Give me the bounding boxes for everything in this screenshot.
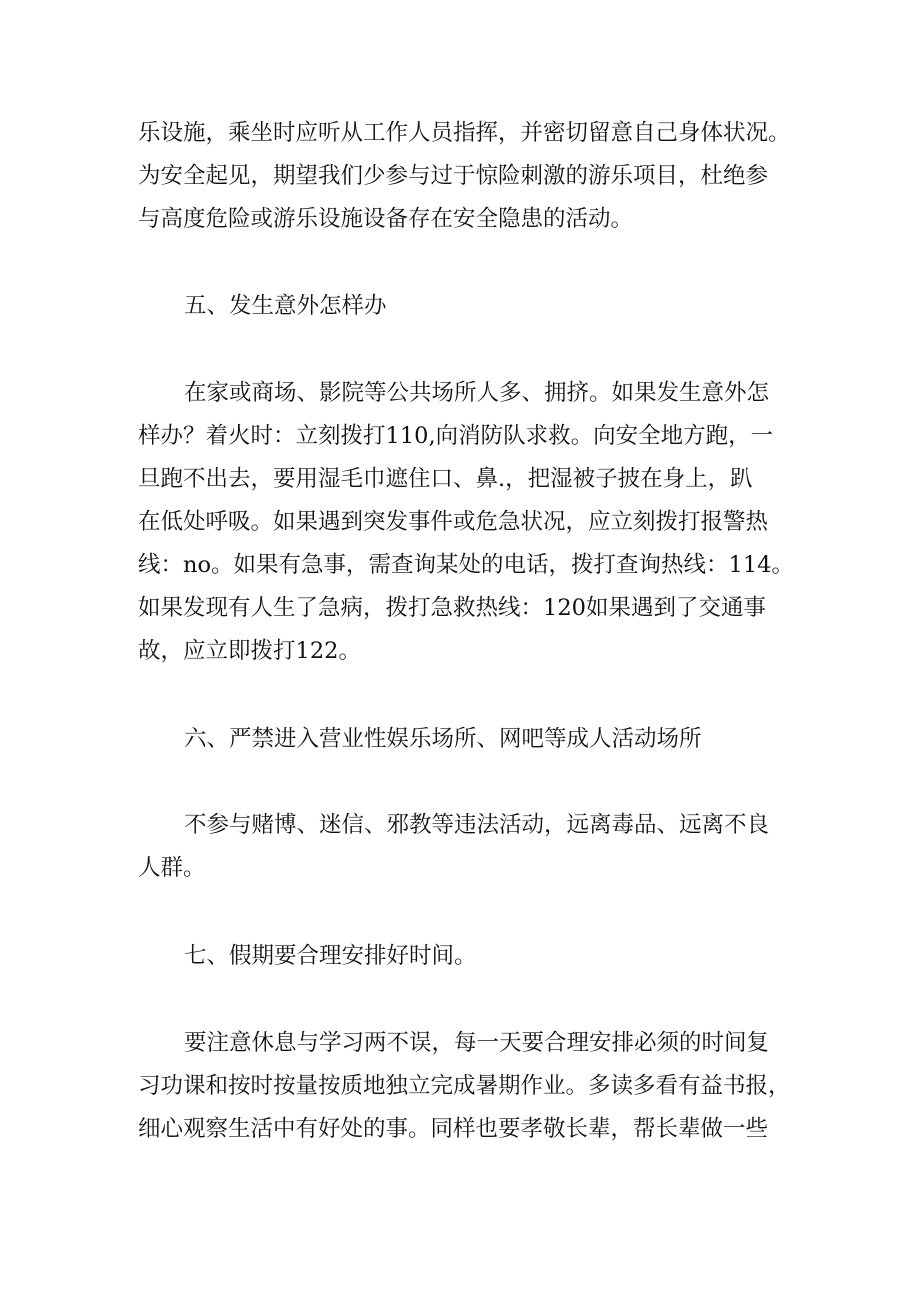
text-line: 细心观察生活中有好处的事。同样也要孝敬长辈，帮长辈做一些: [138, 1116, 769, 1142]
section-heading-6: [138, 718, 786, 761]
text-line: 习功课和按时按量按质地独立完成暑期作业。多读多看有益书报，: [138, 1073, 791, 1099]
text-line: 不参与赌博、迷信、邪教等违法活动，远离毒品、远离不良: [184, 812, 770, 838]
text-line: 为安全起见，期望我们少参与过于惊险刺激的游乐项目，杜绝参: [138, 163, 769, 189]
text-line: 在家或商场、影院等公共场所人多、拥挤。如果发生意外怎: [184, 380, 770, 406]
text-line: 与高度危险或游乐设施设备存在安全隐患的活动。: [138, 206, 634, 232]
text-line: 样办？着火时：立刻拨打110,向消防队求救。向安全地方跑，一: [138, 423, 774, 449]
text-line: 故，应立即拨打122。: [138, 638, 361, 664]
heading-text: 六、严禁进入营业性娱乐场所、网吧等成人活动场所: [184, 726, 702, 752]
text-line: 如果发现有人生了急病，拨打急救热线：120如果遇到了交通事: [138, 595, 766, 621]
text-line: 在低处呼吸。如果遇到突发事件或危急状况，应立刻拨打报警热: [138, 509, 769, 535]
text-line: 人群。: [138, 855, 206, 881]
heading-text: 七、假期要合理安排好时间。: [184, 943, 477, 969]
paragraph-safety-rides: [138, 112, 791, 241]
paragraph-illegal-activities: [138, 804, 786, 890]
heading-text: 五、发生意外怎样办: [184, 293, 387, 319]
paragraph-time-management: [138, 1022, 791, 1151]
section-heading-7: [138, 935, 786, 978]
text-line: 旦跑不出去，要用湿毛巾遮住口、鼻.，把湿被子披在身上，趴: [138, 466, 753, 492]
text-line: 线：no。如果有急事，需查询某处的电话，拨打查询热线：114。: [138, 552, 794, 578]
section-heading-5: [138, 285, 786, 328]
paragraph-emergency: [138, 372, 794, 673]
text-line: 要注意休息与学习两不误，每一天要合理安排必须的时间复: [184, 1030, 770, 1056]
text-line: 乐设施，乘坐时应听从工作人员指挥，并密切留意自己身体状况。: [138, 120, 791, 146]
